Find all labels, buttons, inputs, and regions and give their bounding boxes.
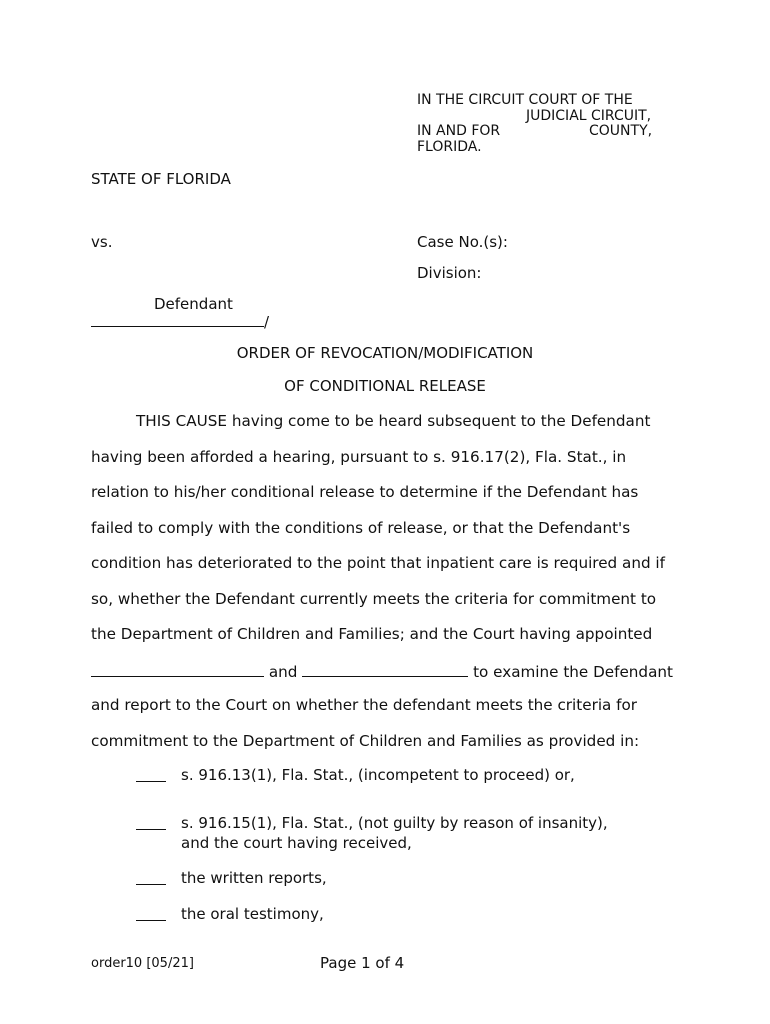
- body-line-8: [91, 662, 673, 680]
- checklist-item: [136, 815, 166, 833]
- court-header-line3b: COUNTY,: [589, 123, 653, 139]
- checkbox-blank: [136, 906, 166, 921]
- body-line-4: failed to comply with the conditions of release, or that the Defendant's: [91, 519, 631, 537]
- order-title-line2: OF CONDITIONAL RELEASE: [284, 377, 486, 395]
- appointee-2-blank: [302, 662, 468, 677]
- body-line-1: THIS CAUSE having come to be heard subsequent to the Defendant: [136, 412, 651, 430]
- checklist-item-text: the written reports,: [181, 869, 327, 887]
- defendant-label: Defendant: [154, 295, 233, 313]
- body-line-3: relation to his/her conditional release to determine if the Defendant has: [91, 483, 639, 501]
- court-header-line3a: IN AND FOR: [417, 123, 501, 139]
- defendant-slash: /: [264, 313, 270, 331]
- appointee-1-blank: [91, 662, 264, 677]
- checkbox-blank: [136, 767, 166, 782]
- body-line-5: condition has deteriorated to the point that inpatient care is required and if: [91, 554, 665, 572]
- body-line-10: commitment to the Department of Children and Families as provided in:: [91, 732, 640, 750]
- checklist-item: [136, 767, 166, 785]
- checklist-item-text: the oral testimony,: [181, 905, 324, 923]
- body-line-8-and: and: [268, 663, 298, 681]
- form-code: order10 [05/21]: [91, 956, 194, 971]
- checkbox-blank: [136, 815, 166, 830]
- court-header-line1: IN THE CIRCUIT COURT OF THE: [417, 92, 633, 108]
- defendant-blank: [91, 312, 264, 327]
- vs-label: vs.: [91, 233, 113, 251]
- checklist-item: [136, 870, 166, 888]
- body-line-2: having been afforded a hearing, pursuant to s. 916.17(2), Fla. Stat., in: [91, 448, 627, 466]
- body-line-6: so, whether the Defendant currently meets the criteria for commitment to: [91, 590, 657, 608]
- page-number: Page 1 of 4: [320, 954, 405, 972]
- division-label: Division:: [417, 264, 482, 282]
- court-header-line2: JUDICIAL CIRCUIT,: [526, 108, 652, 124]
- checklist-item-text-cont: and the court having received,: [181, 834, 412, 852]
- checklist-item-text: s. 916.13(1), Fla. Stat., (incompetent to proceed) or,: [181, 766, 575, 784]
- checklist-item: [136, 906, 166, 924]
- checklist-item-text: s. 916.15(1), Fla. Stat., (not guilty by reason of insanity),: [181, 814, 608, 832]
- defendant-name-line: [91, 312, 269, 330]
- body-line-7: the Department of Children and Families; and the Court having appointed: [91, 625, 653, 643]
- court-header-line4: FLORIDA.: [417, 139, 482, 155]
- case-number-label: Case No.(s):: [417, 233, 508, 251]
- state-of-florida: STATE OF FLORIDA: [91, 170, 231, 188]
- body-line-8-tail: to examine the Defendant: [473, 663, 673, 681]
- body-line-9: and report to the Court on whether the defendant meets the criteria for: [91, 696, 638, 714]
- checkbox-blank: [136, 870, 166, 885]
- order-title-line1: ORDER OF REVOCATION/MODIFICATION: [236, 344, 534, 362]
